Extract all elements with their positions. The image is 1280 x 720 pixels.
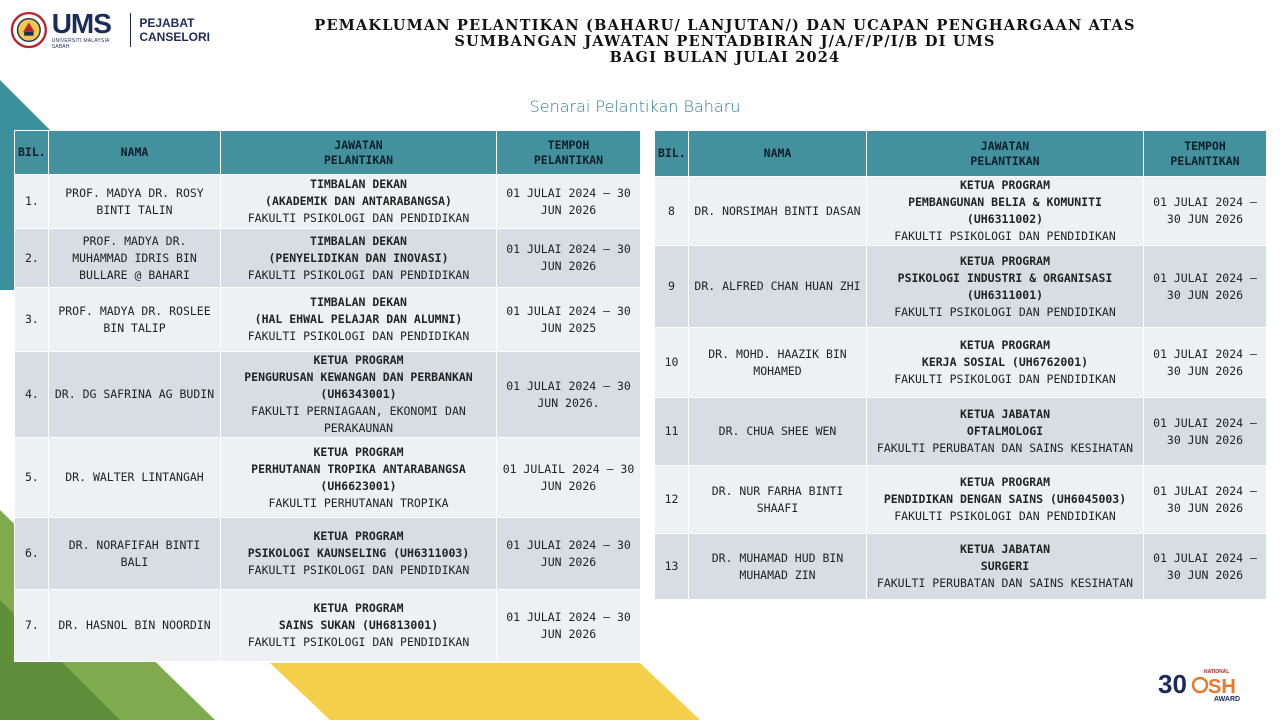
cell-jawatan: [867, 246, 1144, 328]
cell-tempoh: 01 JULAI 2024 – 30 JUN 2026.: [497, 352, 641, 438]
jawatan-title: KETUA PROGRAM SAINS SUKAN (UH6813001): [278, 601, 439, 632]
cell-bil: 9: [655, 246, 689, 328]
cell-nama: DR. DG SAFRINA AG BUDIN: [49, 352, 221, 438]
cell-nama: PROF. MADYA DR. MUHAMMAD IDRIS BIN BULLARE @ BAHARI: [49, 229, 221, 288]
table-row: [15, 288, 641, 352]
jawatan-title: KETUA PROGRAM PSIKOLOGI INDUSTRI & ORGANISASI (UH6311001): [897, 253, 1113, 302]
cell-nama: DR. NORAFIFAH BINTI BALI: [49, 518, 221, 590]
cell-jawatan: [221, 352, 497, 438]
table-row: [15, 438, 641, 518]
column-header-tempoh: TEMPOH PELANTIKAN: [497, 131, 641, 175]
logo-sub-text: UNIVERSITI MALAYSIA SABAH: [51, 38, 110, 50]
award-number: 30: [1158, 669, 1187, 699]
appointments-table-left: [14, 130, 641, 662]
cell-bil: 12: [655, 466, 689, 534]
osh-award-icon: [1158, 665, 1250, 703]
cell-nama: DR. WALTER LINTANGAH: [49, 438, 221, 518]
cell-tempoh: 01 JULAI 2024 – 30 JUN 2026: [1144, 398, 1267, 466]
table-row: [655, 534, 1267, 600]
fakulti-name: FAKULTI PSIKOLOGI DAN PENDIDIKAN: [894, 372, 1116, 386]
fakulti-name: FAKULTI PERUBATAN DAN SAINS KESIHATAN: [876, 576, 1134, 590]
cell-jawatan: [867, 398, 1144, 466]
fakulti-name: FAKULTI PERNIAGAAN, EKONOMI DAN PERAKAUNAN: [251, 404, 466, 435]
table-row: [655, 398, 1267, 466]
fakulti-name: FAKULTI PSIKOLOGI DAN PENDIDIKAN: [247, 211, 470, 225]
cell-jawatan: [867, 534, 1144, 600]
cell-nama: PROF. MADYA DR. ROSY BINTI TALIN: [49, 175, 221, 229]
cell-tempoh: 01 JULAI 2024 – 30 JUN 2026: [497, 518, 641, 590]
table-row: [15, 175, 641, 229]
fakulti-name: FAKULTI PERUBATAN DAN SAINS KESIHATAN: [876, 441, 1134, 455]
jawatan-title: KETUA JABATAN SURGERI: [959, 542, 1050, 573]
cell-tempoh: 01 JULAI 2024 – 30 JUN 2026: [1144, 177, 1267, 246]
logo-main-text: UMS: [51, 8, 111, 39]
cell-tempoh: 01 JULAI 2024 – 30 JUN 2026: [497, 590, 641, 662]
table-row: [15, 518, 641, 590]
cell-tempoh: 01 JULAI 2024 – 30 JUN 2026: [1144, 466, 1267, 534]
ums-crest-icon: [10, 10, 48, 50]
award-word: NATIONAL: [1204, 669, 1230, 675]
cell-bil: 1.: [15, 175, 49, 229]
cell-bil: 5.: [15, 438, 49, 518]
osh-award-logo: [1158, 665, 1250, 703]
fakulti-name: FAKULTI PSIKOLOGI DAN PENDIDIKAN: [894, 509, 1116, 523]
cell-bil: 6.: [15, 518, 49, 590]
table-row: [655, 177, 1267, 246]
jawatan-title: KETUA PROGRAM PERHUTANAN TROPIKA ANTARABANGSA (UH6623001): [251, 444, 466, 493]
fakulti-name: FAKULTI PSIKOLOGI DAN PENDIDIKAN: [894, 229, 1116, 243]
cell-nama: DR. MUHAMAD HUD BIN MUHAMAD ZIN: [689, 534, 867, 600]
table-header-row: [655, 131, 1267, 177]
jawatan-title: KETUA PROGRAM PEMBANGUNAN BELIA & KOMUNITI (UH6311002): [908, 178, 1102, 226]
column-header-bil: BIL.: [655, 131, 689, 177]
column-header-nama: NAMA: [689, 131, 867, 177]
cell-nama: PROF. MADYA DR. ROSLEE BIN TALIP: [49, 288, 221, 352]
table-row: [655, 246, 1267, 328]
column-header-jawatan: JAWATAN PELANTIKAN: [867, 131, 1144, 177]
cell-jawatan: [221, 438, 497, 518]
award-letters: SH: [1208, 676, 1236, 698]
cell-tempoh: 01 JULAI 2024 – 30 JUN 2026: [497, 175, 641, 229]
cell-nama: DR. CHUA SHEE WEN: [689, 398, 867, 466]
ums-logo: [10, 8, 210, 52]
fakulti-name: FAKULTI PSIKOLOGI DAN PENDIDIKAN: [894, 304, 1116, 319]
cell-nama: DR. NUR FARHA BINTI SHAAFI: [689, 466, 867, 534]
column-header-jawatan: JAWATAN PELANTIKAN: [221, 131, 497, 175]
column-header-tempoh: TEMPOH PELANTIKAN: [1144, 131, 1267, 177]
cell-jawatan: [221, 518, 497, 590]
cell-jawatan: [867, 177, 1144, 246]
cell-bil: 3.: [15, 288, 49, 352]
fakulti-name: FAKULTI PSIKOLOGI DAN PENDIDIKAN: [247, 635, 470, 649]
office-line-2: CANSELORI: [139, 30, 210, 44]
cell-jawatan: [221, 590, 497, 662]
jawatan-title: KETUA PROGRAM KERJA SOSIAL (UH6762001): [921, 338, 1089, 369]
fakulti-name: FAKULTI PSIKOLOGI DAN PENDIDIKAN: [247, 267, 470, 282]
cell-tempoh: 01 JULAI 2024 – 30 JUN 2025: [497, 288, 641, 352]
cell-nama: DR. HASNOL BIN NOORDIN: [49, 590, 221, 662]
page-subtitle: Senarai Pelantikan Baharu: [529, 97, 741, 116]
cell-jawatan: [867, 328, 1144, 398]
title-line-1: PEMAKLUMAN PELANTIKAN (BAHARU/ LANJUTAN/) DAN UCAPAN PENGHARGAAN ATAS: [314, 17, 1136, 34]
jawatan-title: KETUA JABATAN OFTALMOLOGI: [959, 407, 1050, 438]
cell-tempoh: 01 JULAIL 2024 – 30 JUN 2026: [497, 438, 641, 518]
appointments-table-right: [654, 130, 1267, 600]
jawatan-title: TIMBALAN DEKAN (AKADEMIK DAN ANTARABANGSA): [265, 177, 452, 208]
logo-divider: [130, 13, 131, 47]
cell-bil: 11: [655, 398, 689, 466]
title-line-3: BAGI BULAN JULAI 2024: [609, 49, 841, 66]
jawatan-title: TIMBALAN DEKAN (PENYELIDIKAN DAN INOVASI): [268, 233, 449, 265]
cell-bil: 7.: [15, 590, 49, 662]
title-line-2: SUMBANGAN JAWATAN PENTADBIRAN J/A/F/P/I/B DI UMS: [454, 33, 996, 50]
cell-jawatan: [867, 466, 1144, 534]
cell-tempoh: 01 JULAI 2024 – 30 JUN 2026: [1144, 534, 1267, 600]
cell-jawatan: [221, 175, 497, 229]
page-title: [220, 18, 1230, 66]
jawatan-title: TIMBALAN DEKAN (HAL EHWAL PELAJAR DAN ALUMNI): [254, 295, 463, 326]
jawatan-title: KETUA PROGRAM PSIKOLOGI KAUNSELING (UH6311003): [247, 529, 470, 560]
cell-nama: DR. ALFRED CHAN HUAN ZHI: [689, 246, 867, 328]
cell-bil: 10: [655, 328, 689, 398]
yellow-bottom-shape: [270, 663, 700, 720]
table-row: [655, 328, 1267, 398]
cell-bil: 13: [655, 534, 689, 600]
table-row: [15, 352, 641, 438]
table-row: [15, 590, 641, 662]
office-line-1: PEJABAT: [139, 16, 195, 30]
cell-tempoh: 01 JULAI 2024 – 30 JUN 2026: [497, 229, 641, 288]
cell-nama: DR. MOHD. HAAZIK BIN MOHAMED: [689, 328, 867, 398]
cell-bil: 8: [655, 177, 689, 246]
fakulti-name: FAKULTI PERHUTANAN TROPIKA: [268, 495, 449, 510]
cell-bil: 2.: [15, 229, 49, 288]
column-header-bil: BIL.: [15, 131, 49, 175]
cell-jawatan: [221, 229, 497, 288]
column-header-nama: NAMA: [49, 131, 221, 175]
office-name: [139, 16, 210, 44]
cell-jawatan: [221, 288, 497, 352]
fakulti-name: FAKULTI PSIKOLOGI DAN PENDIDIKAN: [247, 563, 470, 577]
cell-tempoh: 01 JULAI 2024 – 30 JUN 2026: [1144, 328, 1267, 398]
cell-bil: 4.: [15, 352, 49, 438]
table-row: [15, 229, 641, 288]
cell-nama: DR. NORSIMAH BINTI DASAN: [689, 177, 867, 246]
cell-tempoh: 01 JULAI 2024 – 30 JUN 2026: [1144, 246, 1267, 328]
table-header-row: [15, 131, 641, 175]
jawatan-title: KETUA PROGRAM PENGURUSAN KEWANGAN DAN PERBANKAN (UH6343001): [244, 353, 473, 401]
jawatan-title: KETUA PROGRAM PENDIDIKAN DENGAN SAINS (UH6045003): [883, 475, 1127, 506]
table-row: [655, 466, 1267, 534]
fakulti-name: FAKULTI PSIKOLOGI DAN PENDIDIKAN: [247, 329, 470, 343]
award-label: AWARD: [1214, 696, 1241, 703]
